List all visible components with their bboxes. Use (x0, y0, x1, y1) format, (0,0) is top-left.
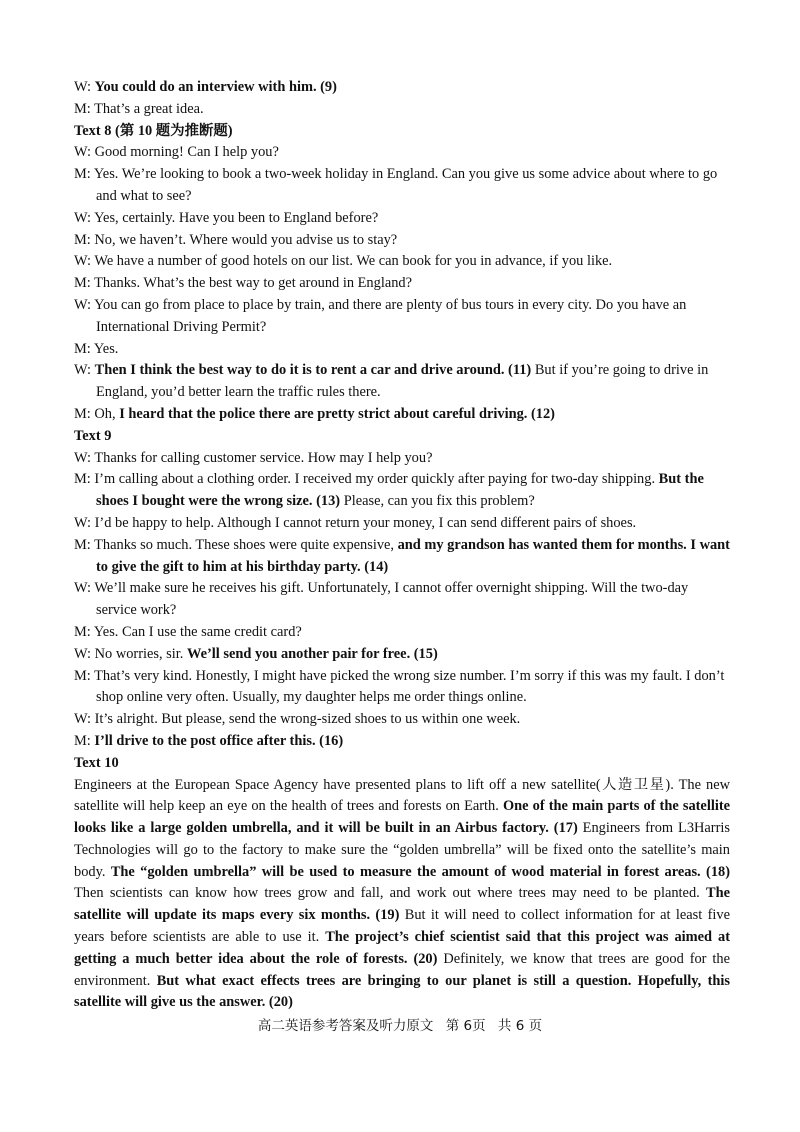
dialogue-line (74, 230, 730, 252)
dialogue-line (74, 644, 730, 666)
plain-text: M: Thanks so much. These shoes were quite expensive, (74, 536, 398, 553)
dialogue-line (74, 404, 730, 426)
plain-text: M: Oh, (74, 405, 120, 422)
plain-text: W: Thanks for calling customer service. How may I help you? (74, 449, 433, 466)
section-heading (74, 753, 730, 775)
plain-text: M: Yes. (74, 340, 119, 357)
dialogue-line (74, 535, 730, 579)
page-footer (0, 1016, 800, 1038)
plain-text: M: Yes. Can I use the same credit card? (74, 623, 302, 640)
plain-text: W: No worries, sir. (74, 645, 187, 662)
plain-text: Please, can you fix this problem? (340, 493, 535, 510)
text-paragraph (74, 775, 730, 1015)
plain-text: Engineers from L3Harris Technologies will go to the factory to make sure the “golden umbrella” will be fixed onto the satellite’s main body. (74, 820, 730, 880)
section-heading (74, 426, 730, 448)
dialogue-line (74, 164, 730, 208)
plain-text: W: (74, 362, 95, 379)
plain-text: But it will need to collect information for at least five years before scientists are able to use it. (74, 907, 730, 946)
plain-text: W: Good morning! Can I help you? (74, 144, 279, 161)
answer-key-text: Text 9 (74, 427, 112, 444)
dialogue-line (74, 448, 730, 470)
dialogue-line (74, 513, 730, 535)
plain-text: M: (74, 732, 95, 749)
footer-page-number: 第 6页 (445, 1018, 486, 1034)
plain-text: Then scientists can know how trees grow and fall, and work out where trees may need to be planted. (74, 885, 706, 902)
answer-key-text: But the shoes I bought were the wrong size. (13) (96, 471, 704, 510)
plain-text: Engineers at the European Space Agency have presented plans to lift off a new satellite(人造卫星). The new satellite will help keep an eye on the health of trees and forests on Earth. (74, 776, 730, 815)
footer-total-pages: 共 6 页 (497, 1018, 543, 1034)
dialogue-line (74, 339, 730, 361)
answer-key-text: One of the main parts of the satellite looks like a large golden umbrella, and it will be built in an Airbus factory. (17) (74, 798, 730, 837)
answer-key-text: The “golden umbrella” will be used to measure the amount of wood material in forest areas. (18) (110, 863, 730, 880)
answer-key-text: I heard that the police there are pretty strict about careful driving. (12) (119, 405, 555, 422)
plain-text: M: That’s a great idea. (74, 100, 204, 117)
dialogue-line (74, 622, 730, 644)
answer-key-text: Text 8 (第 10 题为推断题) (74, 122, 233, 139)
plain-text: But if you’re going to drive in England, you’d better learn the traffic rules there. (96, 362, 709, 401)
dialogue-line (74, 360, 730, 404)
dialogue-line (74, 208, 730, 230)
answer-key-text: The satellite will update its maps every six months. (19) (74, 885, 730, 924)
dialogue-line (74, 142, 730, 164)
dialogue-line (74, 273, 730, 295)
dialogue-line (74, 666, 730, 710)
footer-title: 高二英语参考答案及听力原文 (257, 1018, 434, 1034)
plain-text: M: I’m calling about a clothing order. I received my order quickly after paying for two-day shipping. (74, 471, 659, 488)
plain-text: Definitely, we know that trees are good for the environment. (74, 950, 730, 989)
answer-key-text: and my grandson has wanted them for months. I want to give the gift to him at his birthday party. (14) (96, 536, 730, 575)
plain-text: W: You can go from place to place by train, and there are plenty of bus tours in every city. Do you have an International Driving Permit? (74, 296, 687, 335)
dialogue-line (74, 295, 730, 339)
plain-text: W: I’d be happy to help. Although I cannot return your money, I can send different pairs of shoes. (74, 514, 637, 531)
plain-text: W: We have a number of good hotels on our list. We can book for you in advance, if you like. (74, 253, 613, 270)
dialogue-line (74, 709, 730, 731)
transcript-page (74, 77, 730, 1014)
dialogue-line (74, 731, 730, 753)
answer-key-text: You could do an interview with him. (9) (94, 79, 337, 95)
plain-text: M: That’s very kind. Honestly, I might have picked the wrong size number. I’m sorry if this was my fault. I don’t shop online very often. Usually, my daughter helps me order things online. (74, 667, 725, 706)
dialogue-line (74, 77, 730, 99)
answer-key-text: We’ll send you another pair for free. (15) (186, 645, 438, 662)
plain-text: W: We’ll make sure he receives his gift. Unfortunately, I cannot offer overnight shipping. Will the two-day service work? (74, 580, 689, 619)
section-heading (74, 121, 730, 143)
plain-text: M: Yes. We’re looking to book a two-week holiday in England. Can you give us some advice about where to go and what to see? (74, 166, 718, 204)
answer-key-text: Text 10 (74, 754, 119, 771)
dialogue-line (74, 469, 730, 513)
answer-key-text: Then I think the best way to do it is to rent a car and drive around. (11) (94, 362, 532, 379)
plain-text: W: (74, 79, 95, 95)
plain-text: W: It’s alright. But please, send the wrong-sized shoes to us within one week. (74, 711, 521, 728)
answer-key-text: The project’s chief scientist said that this project was aimed at getting a much better idea about the role of forests. (20) (74, 929, 730, 967)
plain-text: M: No, we haven’t. Where would you advise us to stay? (74, 231, 398, 248)
plain-text: M: Thanks. What’s the best way to get around in England? (74, 275, 412, 292)
plain-text: W: Yes, certainly. Have you been to England before? (74, 209, 379, 226)
dialogue-line (74, 99, 730, 121)
dialogue-line (74, 251, 730, 273)
dialogue-line (74, 578, 730, 622)
answer-key-text: But what exact effects trees are bringing to our planet is still a question. Hopefully, this satellite will give us the answer. (20) (74, 972, 730, 1011)
answer-key-text: I’ll drive to the post office after this. (16) (94, 732, 344, 749)
